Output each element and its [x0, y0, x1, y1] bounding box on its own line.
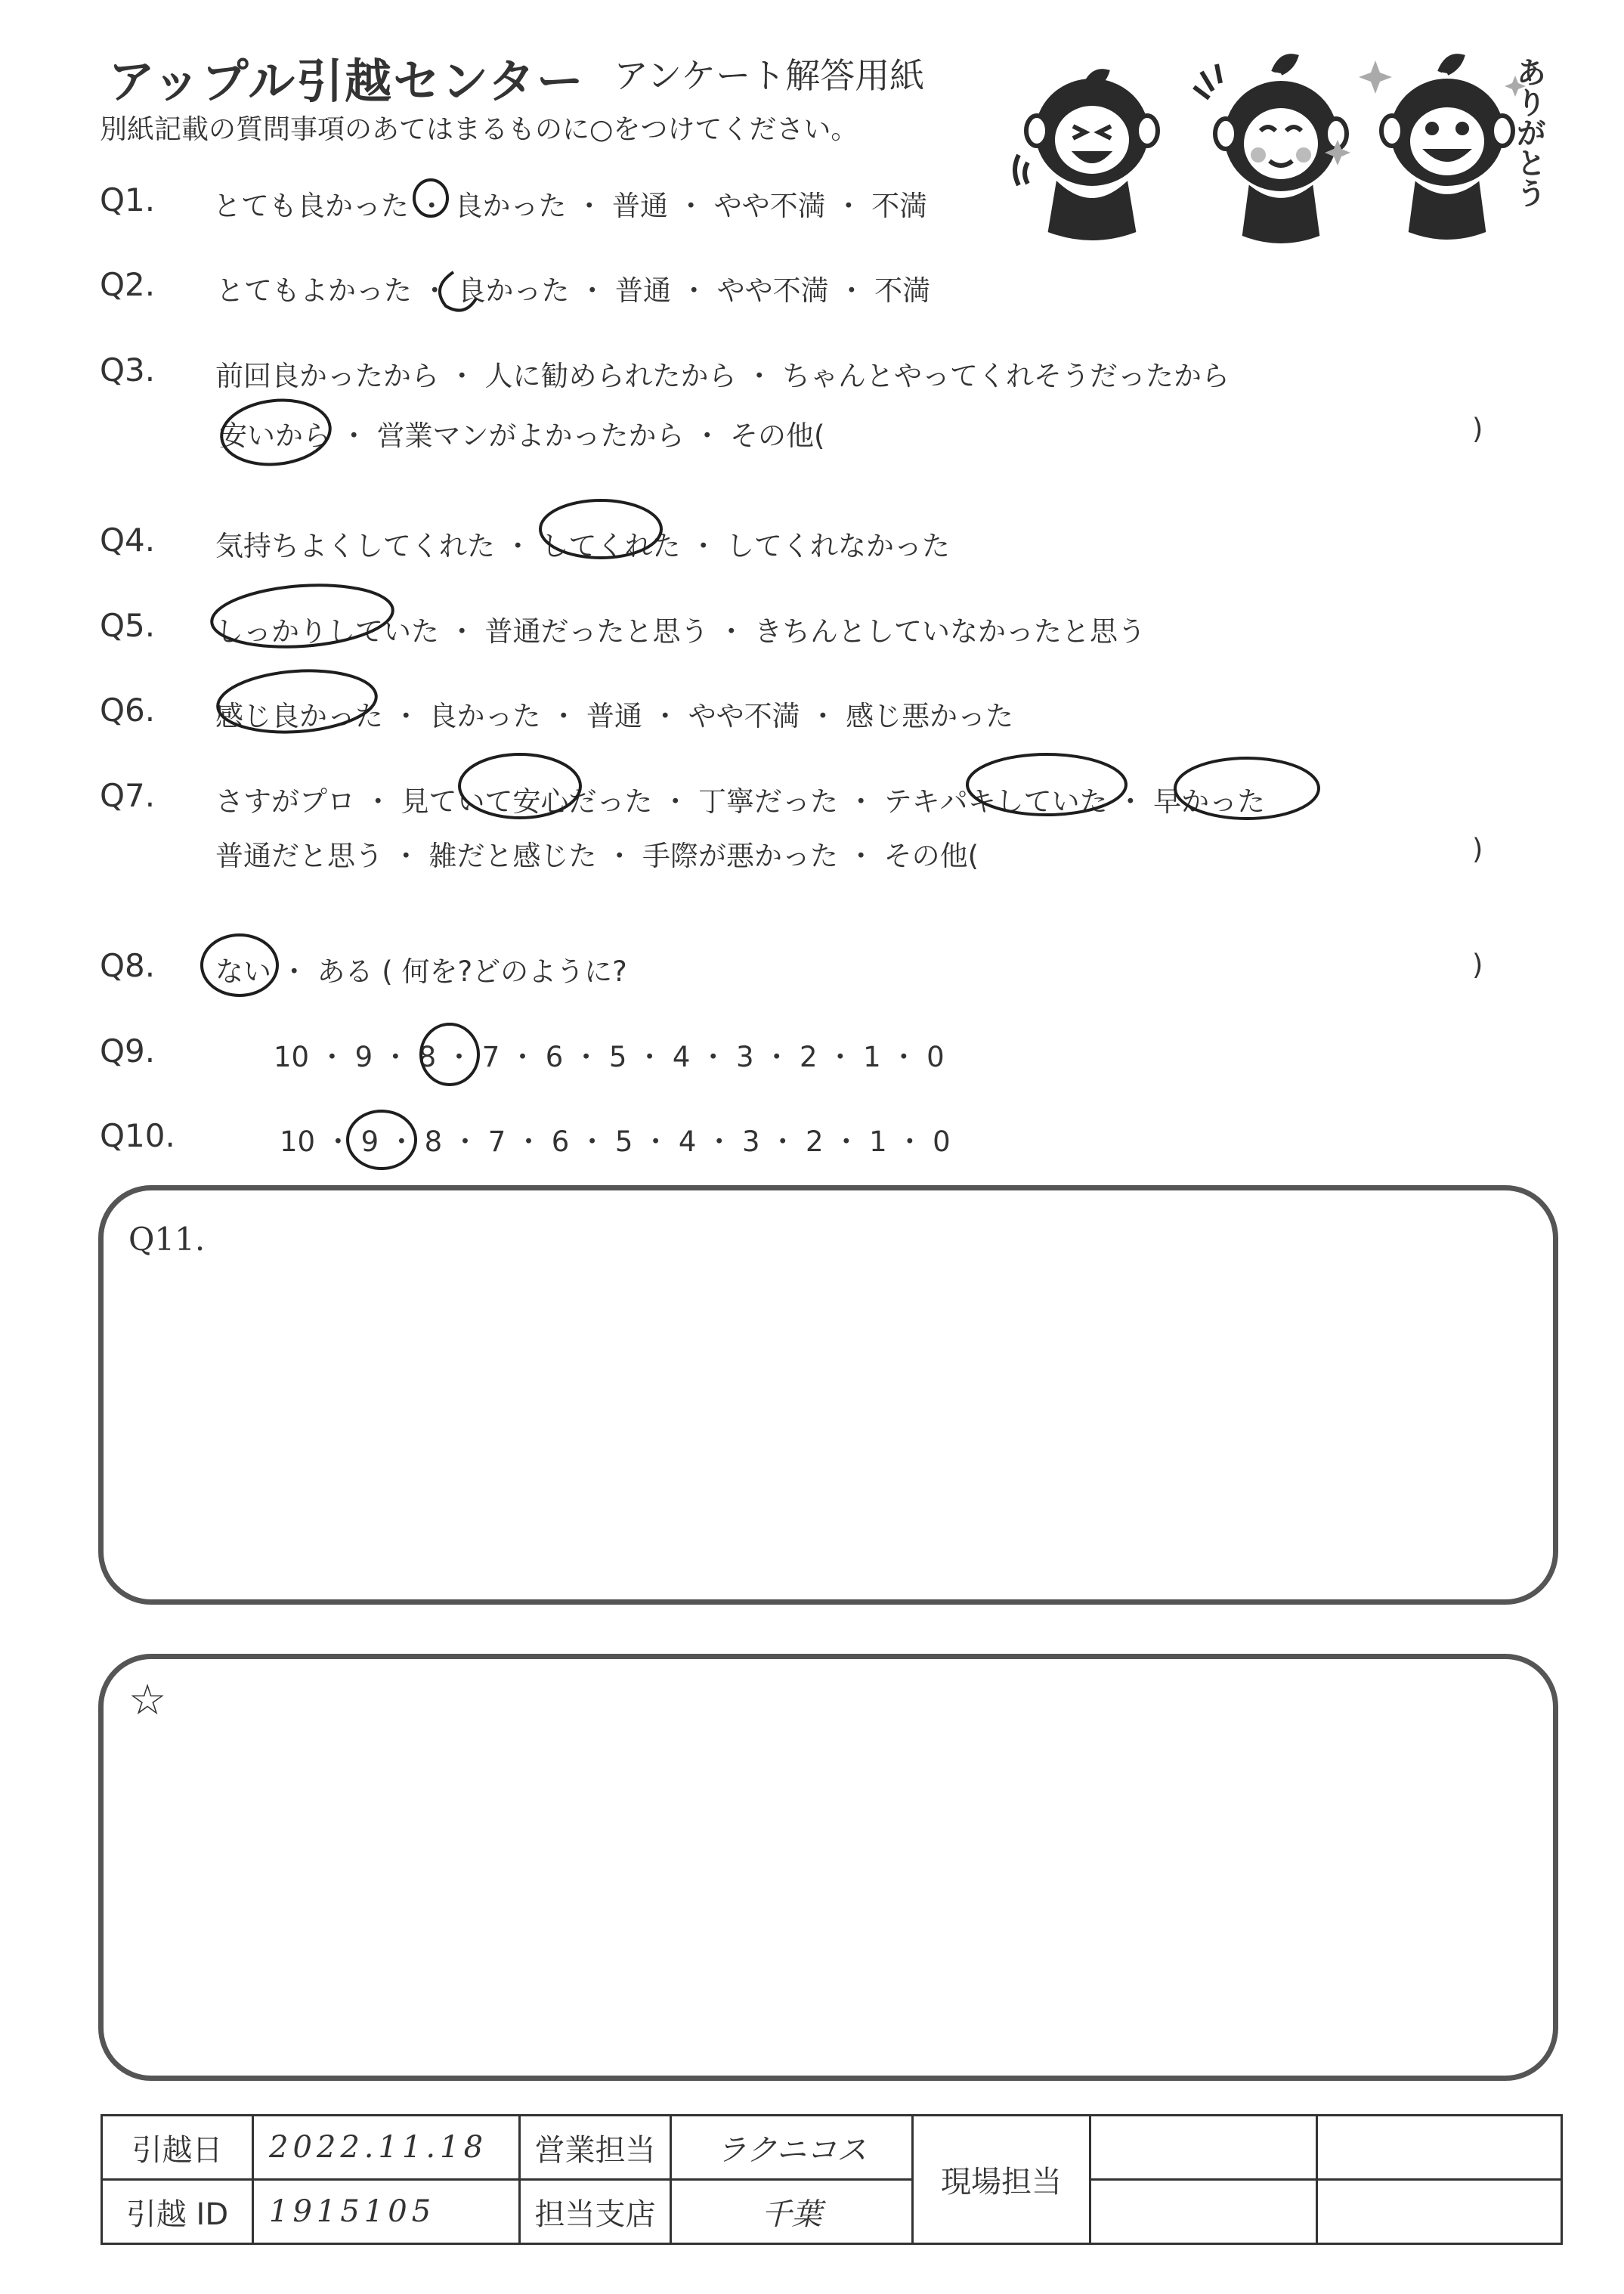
- q11-comment-box[interactable]: [98, 1185, 1558, 1605]
- move-id-label: 引越 ID: [102, 2180, 253, 2244]
- q6-options: 感じ良かった ・ 良かった ・ 普通 ・ やや不満 ・ 感じ悪かった: [215, 700, 1014, 732]
- site-staff-label: 現場担当: [913, 2116, 1090, 2244]
- q4-label: Q4.: [100, 522, 156, 559]
- q8-options: ない ・ ある ( 何を?どのように?: [215, 955, 627, 988]
- move-date-value[interactable]: 2022.11.18: [253, 2116, 520, 2180]
- sales-rep-value[interactable]: ラクニコス: [671, 2116, 913, 2180]
- footer-info-table: [101, 2114, 1563, 2245]
- site-staff-cell-2[interactable]: [1317, 2116, 1562, 2180]
- q8-close-paren: ): [1472, 949, 1483, 981]
- q5-answer-circle: [210, 580, 395, 653]
- thanks-vertical-text: ありがとう: [1511, 57, 1546, 208]
- q6-answer-circle: [215, 666, 378, 737]
- sales-rep-label: 営業担当: [520, 2116, 671, 2180]
- q3-close-paren: ): [1472, 413, 1483, 445]
- star-icon: ☆: [128, 1676, 167, 1725]
- branch-value[interactable]: 千葉: [671, 2180, 913, 2244]
- move-date-label: 引越日: [102, 2116, 253, 2180]
- q9-scale: 10 ・ 9 ・ 8 ・ 7 ・ 6 ・ 5 ・ 4 ・ 3 ・ 2 ・ 1 ・ 0: [274, 1041, 945, 1073]
- form-title: アンケート解答用紙: [614, 55, 925, 96]
- q9-answer-circle: [421, 1024, 478, 1085]
- q2-options: とてもよかった ・ 良かった ・ 普通 ・ やや不満 ・ 不満: [216, 274, 931, 307]
- q7-answer-circle-1: [459, 754, 580, 818]
- q8-answer-circle: [202, 935, 277, 995]
- q3-options-line2: 安いから ・ 営業マンがよかったから ・ その他(: [219, 419, 825, 452]
- q3-options-line1: 前回良かったから ・ 人に勧められたから ・ ちゃんとやってくれそうだったから: [215, 360, 1230, 392]
- q7-answer-circle-2: [967, 754, 1126, 815]
- q1-label: Q1.: [100, 181, 156, 218]
- q9-label: Q9.: [100, 1032, 156, 1070]
- q2-label: Q2.: [100, 266, 156, 303]
- branch-label: 担当支店: [520, 2180, 671, 2244]
- q7-answer-circle-3: [1175, 758, 1319, 819]
- site-staff-cell-4[interactable]: [1317, 2180, 1562, 2244]
- q4-answer-circle: [540, 500, 661, 558]
- q5-options: しっかりしていた ・ 普通だったと思う ・ きちんとしていなかったと思う: [215, 615, 1146, 648]
- q10-answer-circle: [348, 1111, 416, 1169]
- q7-close-paren: ): [1472, 833, 1483, 865]
- q7-options-line1: さすがプロ ・ 見ていて安心だった ・ 丁寧だった ・ テキパキしていた ・ 早かった: [215, 785, 1266, 818]
- q10-scale: 10 ・ 9 ・ 8 ・ 7 ・ 6 ・ 5 ・ 4 ・ 3 ・ 2 ・ 1 ・ 0: [280, 1125, 951, 1158]
- q7-label: Q7.: [100, 777, 156, 814]
- q4-options: 気持ちよくしてくれた ・ してくれた ・ してくれなかった: [215, 530, 951, 562]
- site-staff-cell-1[interactable]: [1090, 2116, 1317, 2180]
- q1-answer-circle: [414, 180, 447, 216]
- move-id-value[interactable]: 1915105: [253, 2180, 520, 2244]
- q3-label: Q3.: [100, 351, 156, 389]
- q6-label: Q6.: [100, 692, 156, 729]
- q3-answer-circle: [218, 395, 333, 470]
- site-staff-cell-3[interactable]: [1090, 2180, 1317, 2244]
- q10-label: Q10.: [100, 1117, 175, 1154]
- q2-answer-circle: [440, 272, 476, 311]
- q7-options-line2: 普通だと思う ・ 雑だと感じた ・ 手際が悪かった ・ その他(: [215, 840, 979, 872]
- instruction-text: 別紙記載の質問事項のあてはまるものに○をつけてください。: [100, 114, 858, 145]
- q5-label: Q5.: [100, 607, 156, 644]
- q1-options: とても良かった ・ 良かった ・ 普通 ・ やや不満 ・ 不満: [213, 190, 928, 222]
- star-comment-box[interactable]: [98, 1654, 1558, 2081]
- q11-label: Q11.: [128, 1221, 206, 1258]
- company-name: アップル引越センター: [108, 54, 585, 109]
- q8-label: Q8.: [100, 947, 156, 984]
